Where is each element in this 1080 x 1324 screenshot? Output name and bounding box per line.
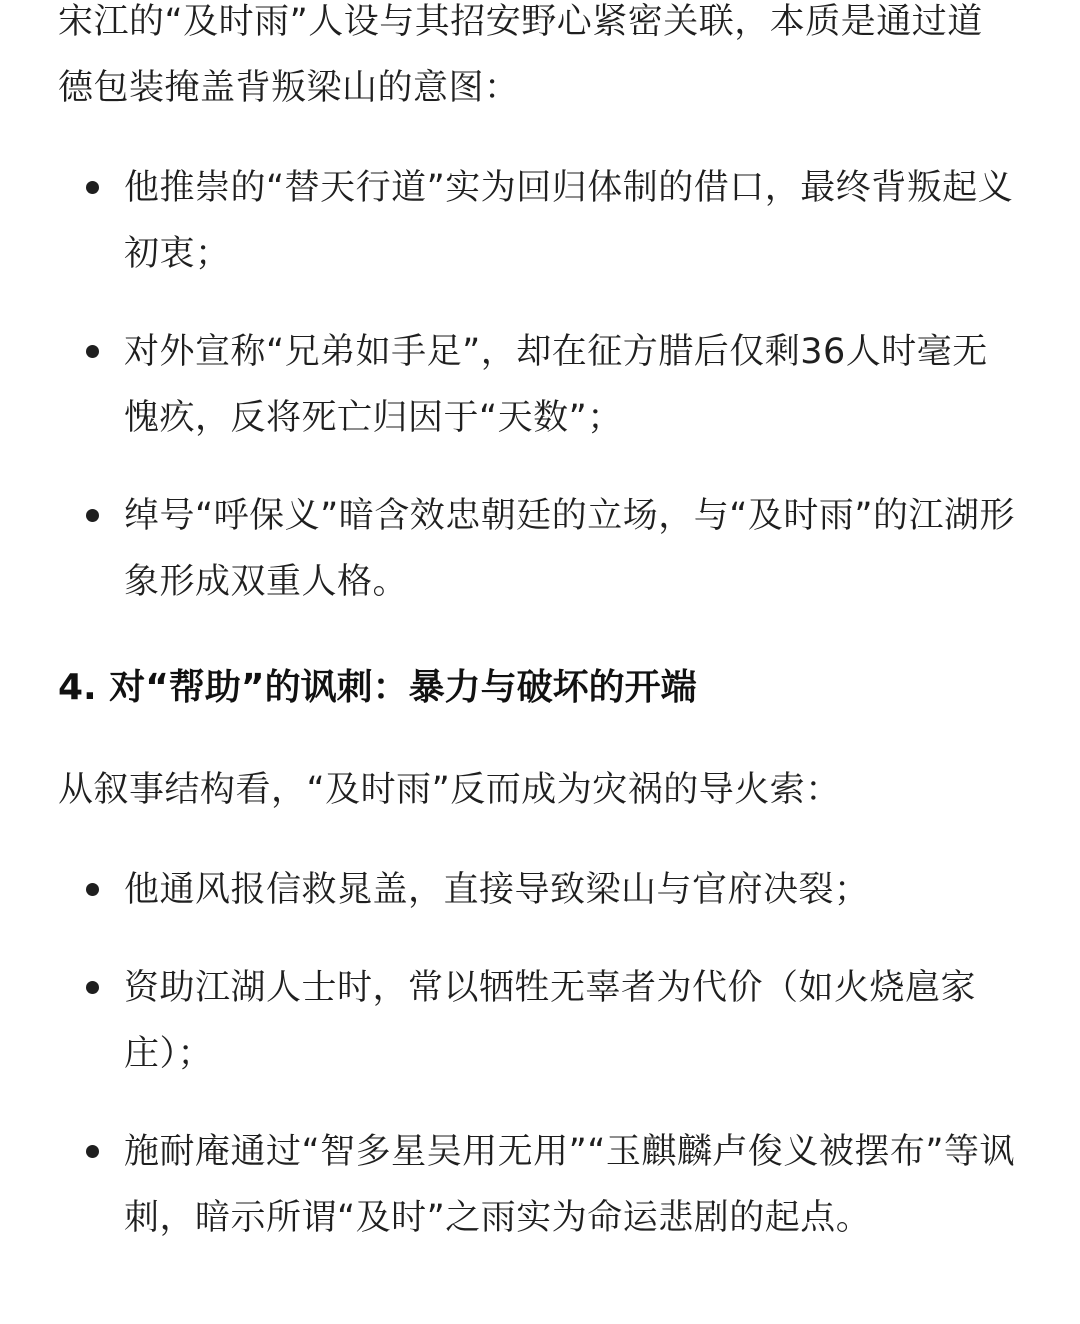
bullet-list-betrayal [58,155,1018,615]
list-item [58,857,1018,923]
section-heading: 4. 对“帮助”的讽刺：暴力与破坏的开端 [58,667,697,708]
list-item-text: 他通风报信救晁盖，直接导致梁山与官府决裂； [124,870,870,910]
list-item-text: 绰号“呼保义”暗含效忠朝廷的立场，与“及时雨”的江湖形象形成双重人格。 [124,496,1016,602]
list-item-text: 资助江湖人士时，常以牺牲无辜者为代价（如火烧扈家庄）； [124,968,977,1074]
list-item-text: 他推崇的“替天行道”实为回归体制的借口，最终背叛起义初衷； [124,168,1014,274]
section-intro-paragraph: 从叙事结构看，“及时雨”反而成为灾祸的导火索： [58,770,841,810]
list-item [58,483,1018,615]
bullet-dot-icon [86,345,99,358]
bullet-list-disaster [58,857,1018,1251]
bullet-dot-icon [86,883,99,896]
bullet-dot-icon [86,981,99,994]
bullet-dot-icon [86,1145,99,1158]
list-item [58,955,1018,1087]
bullet-dot-icon [86,509,99,522]
list-item [58,1119,1018,1251]
article-body [58,0,1018,1251]
list-item [58,319,1018,451]
list-item-text: 对外宣称“兄弟如手足”，却在征方腊后仅剩36人时毫无愧疚，反将死亡归因于“天数”； [124,332,988,438]
intro-paragraph: 宋江的“及时雨”人设与其招安野心紧密关联，本质是通过道德包装掩盖背叛梁山的意图： [58,2,983,108]
bullet-dot-icon [86,181,99,194]
list-item-text: 施耐庵通过“智多星吴用无用”“玉麒麟卢俊义被摆布”等讽刺，暗示所谓“及时”之雨实为命运悲剧的起点。 [124,1132,1016,1238]
list-item [58,155,1018,287]
